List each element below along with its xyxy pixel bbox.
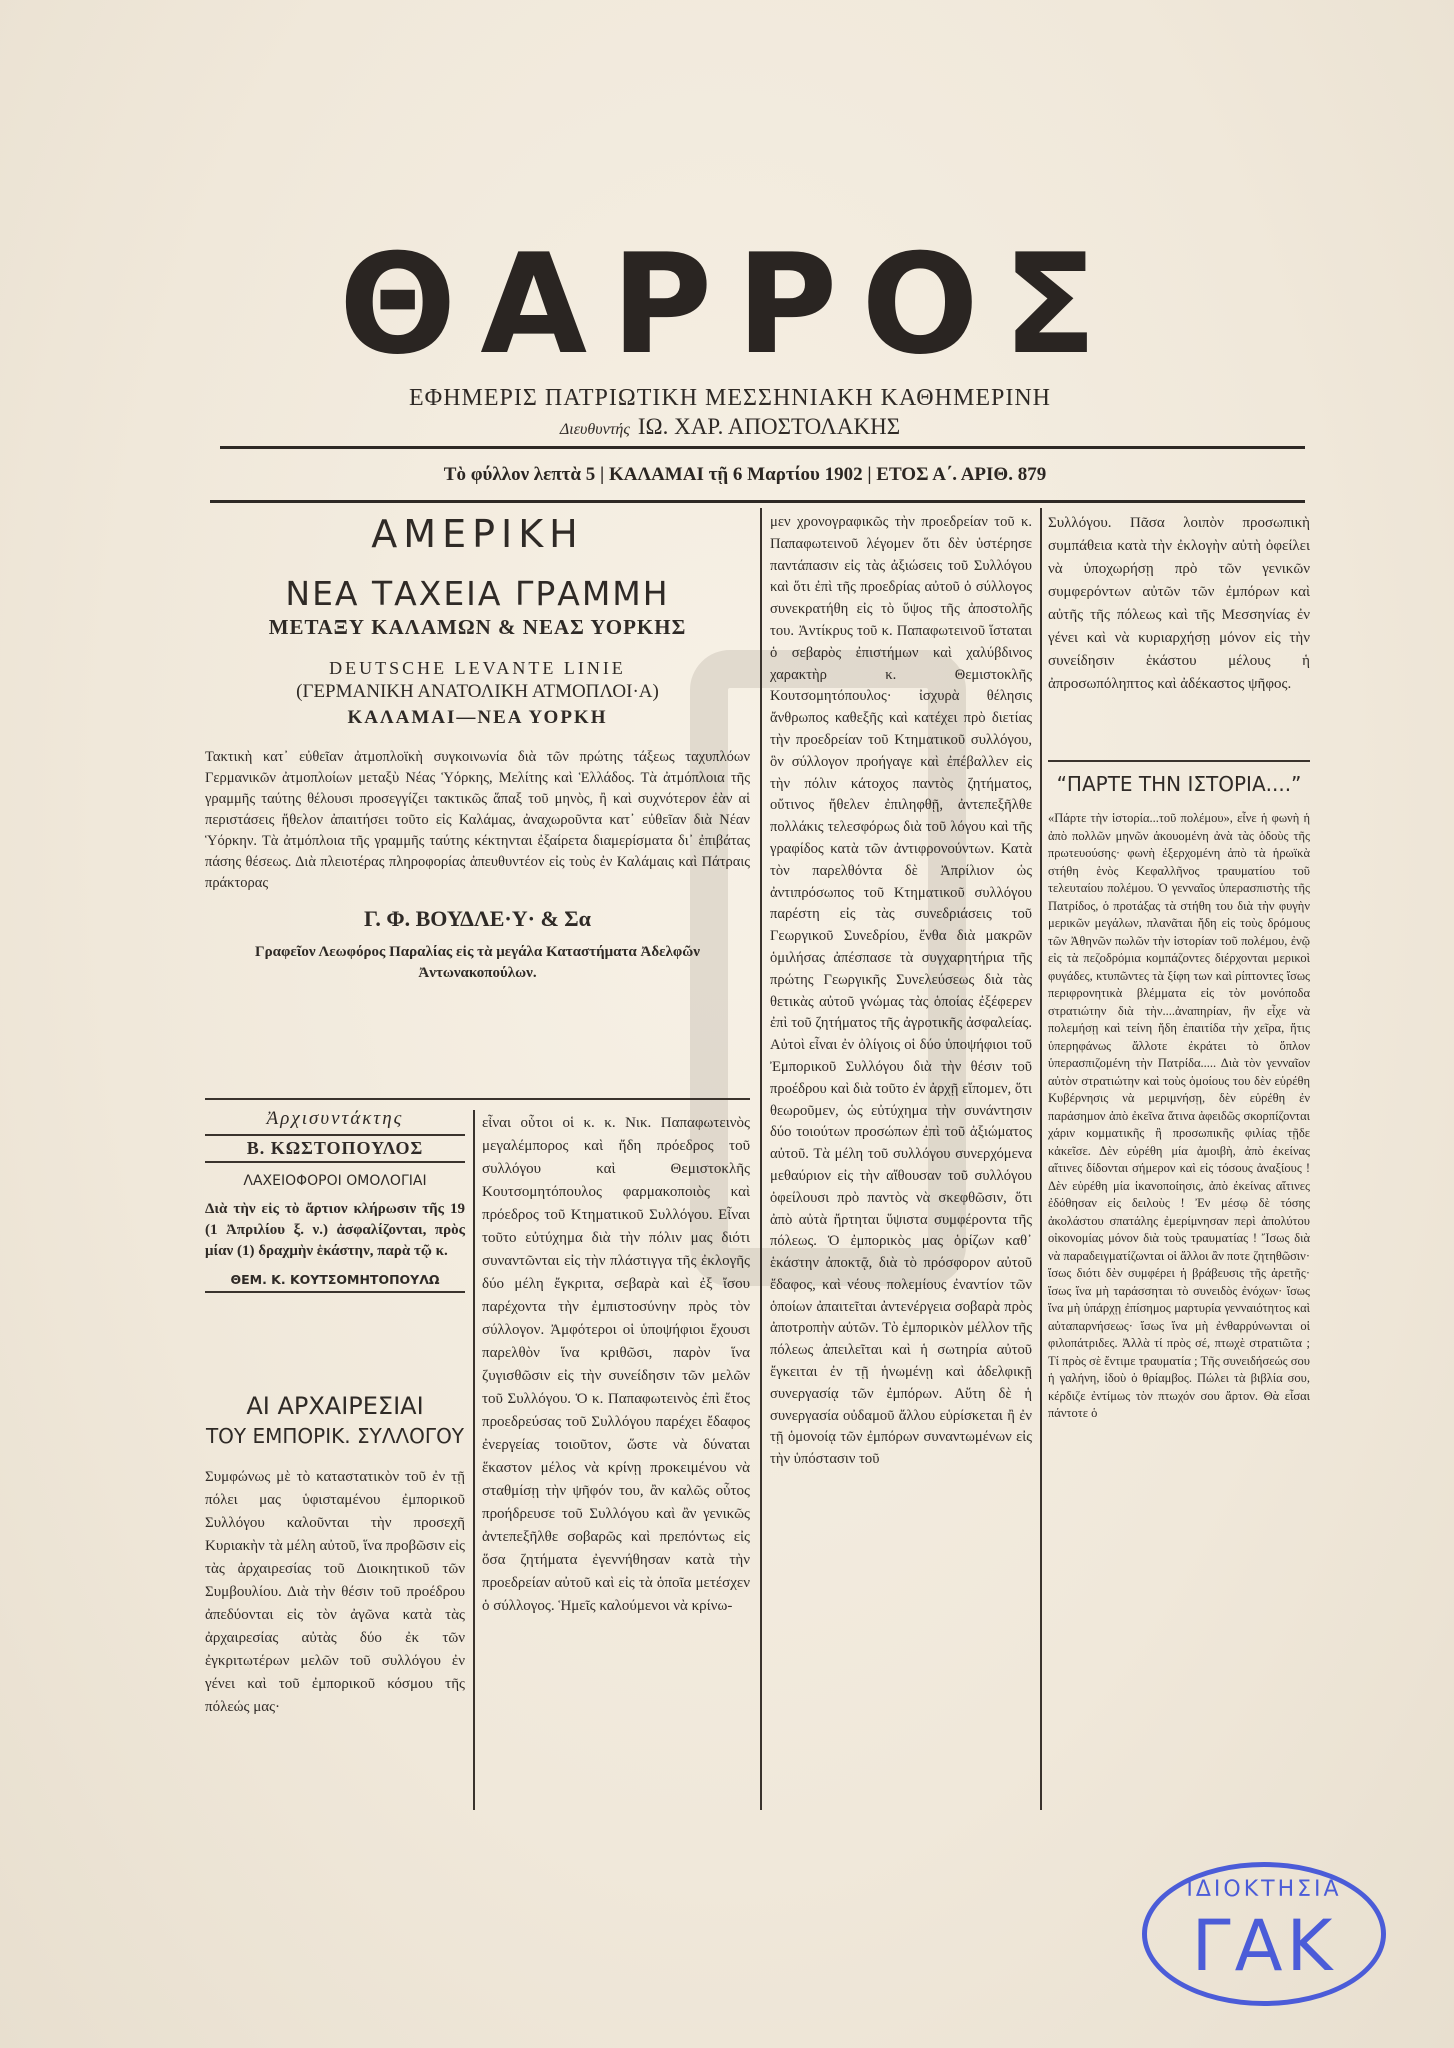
lottery-seller: ΘΕΜ. Κ. ΚΟΥΤΣΟΜΗΤΟΠΟΥΛΩ — [205, 1272, 465, 1293]
ad-line-title: ΝΕΑ ΤΑΧΕΙΑ ΓΡΑΜΜΗ — [285, 574, 670, 613]
history-text: «Πάρτε τὴν ἱστορία...τοῦ πολέμου», εἶνε ἡ φωνὴ ἡ ἀπὸ πολλῶν μηνῶν ἀκουομένη ἀνὰ τὰς ὁδοὺς τῆς πρωτευούσης· φωνὴ ἐξερχομένη ἀπὸ τὰ ἡρωϊκὰ στήθη ἑνὸς Κεφαλλῆνος τραυματίου τοῦ τελευταίου πολέμου. Ὁ γενναῖος ὑπερασπιστὴς τῆς Πατρίδος, ὁ προτάξας τὰ στήθη του διὰ τὴν φυγὴν μερικῶν μεγάλων, πλανᾶται ἤδη εἰς τοὺς δρόμους τῶν Ἀθηνῶν πωλῶν τὴν ἱστορίαν τοῦ πολέμου, ἐνῷ εἰς τὰ πεζοδρόμια κομπάζοντες διέρχονται μερικοὶ φυγάδες, κτυπῶντες τὰ ξίφη των καὶ ρίπτοντες ἴσως περιφρονητικὰ βλέμματα εἰς τὸν μονόποδα στρατιώτην διὰ τὴν....ἀναπηρίαν, ἣν εἶχε νὰ πολεμήσῃ καὶ τείνη ἤδη ἐπαιτίδα τὴν χεῖρα, ἥτις ὑπερηφάνως ἄλλοτε ἐκράτει τὸ ὅπλον ὑπερασπιζομένη τὴν Πατρίδα..... Διὰ τὸν γενναῖον αὐτὸν στρατιώτην καὶ τοὺς ὁμοίους του δὲν εὑρέθη Κυβέρνησις νὰ μεριμνήσῃ, δὲν εὑρέθη ἐν παράσημον ἀπὸ ἐκεῖνα ἅτινα ἀφειδῶς σκορπίζονται χάριν κομματικῆς ἢ προσωπικῆς φιλίας τῇδε κἀκεῖσε. Δὲν εὑρέθη μία ἀμοιβὴ, ἀπὸ ἐκείνας αἵτινες δίδονται σήμερον καὶ εἰς τόσους ἀναξίους ! Δὲν εὑρέθη μία ἱκανοποίησις, ἀπὸ ἐκείνας αἵτινες ἐδόθησαν εἰς δειλοὺς ! Ἐν μέσῳ δὲ τόσης ἀκολάστου σπατάλης ἐμερίμνησαν περὶ ἀπολύτου οἰκονομίας μόνον διὰ τοὺς τραυματίας ! Ἴσως διὰ νὰ παραδειγματίζωνται οἱ ἄλλοι ἂν ποτε ζητηθῶσιν· ἴσως διότι δὲν συμφέρει ἡ βράβευσις τῆς ἀρετῆς· ἴσως ἵνα μὴ ταράσσηται τὸ συνειδὸς ἐνόχων· ἴσως ἵνα μὴ ὑπάρχῃ ἐπίσημος μαρτυρία γενναιότητος καὶ αὐταπαρνήσεως· ἴσως ἵνα μὴ ἐνθαρρύνωνται οἱ φιλοπάτριδες. Ἀλλὰ τί πρὸς σέ, πτωχὲ στρατιῶτα ; Τί πρὸς σὲ ἔντιμε τραυματία ; Τῆς συνειδήσεώς σου ἡ γαλήνη, ἰδοὺ ὁ θρίαμβος. Πώλει τὰ βιβλία σου, κέρδιζε ἐντίμως τὸν πτωχόν σου ἄρτον. Θὰ εἶσαι πάντοτε ὁ — [1048, 811, 1310, 1420]
elections-col1-text: Συμφώνως μὲ τὸ καταστατικὸν τοῦ ἐν τῇ πόλει μας ὑφισταμένου ἐμπορικοῦ Συλλόγου καλοῦνται τὴν προσεχῆ Κυριακὴν τὰ μέλη αὐτοῦ, ἵνα προβῶσιν εἰς τὰς ἀρχαιρεσίας τοῦ Διοικητικοῦ τῶν Συμβουλίου. Διὰ τὴν θέσιν τοῦ προέδρου ἀπεδύονται εἰς τὸν ἀγῶνα κατὰ τὰς ἀρχαιρεσίας αὐτὰς δύο ἐκ τῶν ἐγκριτωτέρων μελῶν τοῦ συλλόγου ἐν γένει καὶ τοῦ ἐμπορικοῦ κόσμου τῆς πόλεώς μας· — [205, 1469, 465, 1715]
ad-agent: Γ. Φ. ΒΟΥΔΛΕ·Υ· & Σα — [364, 906, 591, 931]
article-elections-col3 — [770, 512, 1032, 1471]
history-divider — [1048, 760, 1310, 762]
stamp-arc-text: ΙΔΙΟΚΤΗΣΙΑ — [1186, 1877, 1342, 1902]
ad-america — [205, 508, 750, 984]
ownership-stamp — [1142, 1862, 1386, 2006]
lottery-heading: ΛΑΧΕΙΟΦΟΡΟΙ ΟΜΟΛΟΓΙΑΙ — [243, 1173, 427, 1189]
ad-company: DEUTSCHE LEVANTE LINIE — [329, 658, 626, 678]
elections-col4-text: Συλλόγου. Πᾶσα λοιπὸν προσωπικὴ συμπάθεια κατὰ τὴν ἐκλογὴν αὐτὴ ὀφείλει νὰ ὑποχωρήσῃ πρὸ τῶν γενικῶν συμφερόντων αὐτῶν τῶν ἐμπόρων καὶ αὐτῆς τῆς πόλεως καὶ τῆς Μεσσηνίας ἐν γένει καὶ νὰ κυριαρχήσῃ μόνον εἰς τὴν συνείδησιν ἑκάστου μέλους ἡ ἀπροσωπόληπτος καὶ ἀδέκαστος ψῆφος. — [1048, 515, 1310, 692]
masthead-title: ΘΑΡΡΟΣ — [339, 224, 1121, 385]
elections-col2-text: εἶναι οὗτοι οἱ κ. κ. Νικ. Παπαφωτεινὸς μεγαλέμπορος καὶ ἤδη πρόεδρος τοῦ συλλόγου καὶ Θεμιστοκλῆς Κουτσομητόπουλος φαρμακοποιὸς καὶ πρόεδρος τοῦ Κτηματικοῦ Συλλόγου. Εἶναι τοῦτο εὐτύχημα διὰ τὴν πόλιν μας διότι συναντῶνται εἰς τὴν πλάστιγγα τῆς ἐκλογῆς δύο μέλη ἔγκριτα, σεβαρὰ καὶ ἐξ ἴσου παρέχοντα τὴν ἐμπιστοσύνην πρὸς τὸν σύλλογον. Ἀμφότεροι οἱ ὑποψήφιοι ἔχουσι παρελθὸν ἵνα κριθῶσι, παρὸν ἵνα ζυγισθῶσιν εἰς τὴν συνείδησιν τῶν μελῶν τοῦ Συλλόγου. Ὁ κ. Παπαφωτεινὸς ἐπὶ ἔτος προεδρεύσας τοῦ Συλλόγου παρέχει ἔδαφος ἐνεργείας τοιοῦτον, ὥστε νὰ δύναται ἕκαστον μέλος νὰ κρίνῃ προκειμένου νὰ σταθμίσῃ τὴν ψῆφόν του, ἂν καλῶς οὗτος προήδρευσε τοῦ Συλλόγου καὶ ἂν γενικῶς ἀντεπεξῆλθε σοβαρῶς καὶ πρεπόντως εἰς ὅσα ζητήματα ἐγεννήθησαν κατὰ τὴν προεδρείαν αὐτοῦ καὶ εἰς τὰ ὁποῖα μετέσχεν ὁ σύλλογος. Ἡμεῖς καλούμενοι νὰ κρίνω- — [482, 1115, 750, 1614]
lottery-label: Ἀρχισυντάκτης — [266, 1108, 404, 1129]
article-elections-col2 — [482, 1112, 750, 1618]
col-divider-2 — [760, 508, 762, 1810]
dateline: Τὸ φύλλον λεπτὰ 5 | ΚΑΛΑΜΑΙ τῇ 6 Μαρτίου 1902 | ΕΤΟΣ Α΄. ΑΡΙΘ. 879 — [443, 464, 1047, 485]
article-elections-col1 — [205, 1388, 465, 1719]
director-name: ΙΩ. ΧΑΡ. ΑΠΟΣΤΟΛΑΚΗΣ — [637, 414, 901, 439]
article-elections-col4 — [1048, 512, 1310, 696]
col-divider-3 — [1040, 508, 1042, 1810]
lottery-ad — [205, 1108, 465, 1293]
ad-text: Τακτικὴ κατ᾿ εὐθεῖαν ἀτμοπλοϊκὴ συγκοινωνία διὰ τῶν πρώτης τάξεως ταχυπλόων Γερμανικῶν ἀτμοπλοίων μεταξὺ Νέας Ὑόρκης, Μελίτης καὶ Ἑλλάδος. Τὰ ἀτμόπλοια τῆς γραμμῆς ταύτης θέλουσι προσεγγίζει τακτικῶς ἅπαξ τοῦ μηνὸς, ἢ καὶ συχνότερον ἐὰν αἱ περιστάσεις ἤθελον ἀπαιτήσει τοῦτο εἰς Καλάμας, ἀναχωροῦντα κατ᾿ εὐθεῖαν διὰ Νέαν Ὑόρκην. Τὰ ἀτμόπλοια τῆς γραμμῆς ταύτης κέκτηνται ἐξαίρετα διαμερίσματα δι᾿ ἐπιβάτας πάσης θέσεως. Διὰ πλειοτέρας πληροφορίας ἀπευθυντέον εἰς τοὺς ἐν Καλάμαις καὶ Πάτραις πράκτορας — [205, 749, 750, 891]
elections-title-2: ΤΟΥ ΕΜΠΟΡΙΚ. ΣΥΛΛΟΓΟΥ — [205, 1424, 465, 1448]
masthead-subtitle: ΕΦΗΜΕΡΙΣ ΠΑΤΡΙΩΤΙΚΗ ΜΕΣΣΗΝΙΑΚΗ ΚΑΘΗΜΕΡΙΝΗ — [409, 385, 1051, 411]
lottery-text: Διὰ τὴν εἰς τὸ ἄρτιον κλήρωσιν τῆς 19 (1 Ἀπριλίου ξ. ν.) ἀσφαλίζονται, πρὸς μίαν (1) δραχμὴν ἑκάστην, παρὰ τῷ κ. — [205, 1201, 465, 1259]
article-history — [1048, 772, 1310, 1423]
lottery-name: Β. ΚΩΣΤΟΠΟΥΛΟΣ — [205, 1134, 465, 1163]
ad-route-2: ΚΑΛΑΜΑΙ—ΝΕΑ ΥΟΡΚΗ — [347, 707, 608, 728]
director-label: Διευθυντής — [559, 421, 630, 438]
elections-col3-text: μεν χρονογραφικῶς τὴν προεδρείαν τοῦ κ. Παπαφωτεινοῦ λέγομεν ὅτι δὲν ὑστέρησε παντάπασιν εἰς τὰς ἀξιώσεις τοῦ Συλλόγου καὶ ὅτι ἐπὶ τῆς προεδρίας αὐτοῦ ὁ σύλλογος συνεκρατήθη εἰς τὸ ὕψος τῆς ἀποστολῆς του. Ἀντίκρυς τοῦ κ. Παπαφωτεινοῦ ἵσταται ὁ σεβαρὸς ἐπιστήμων καὶ χαλύβδινος χαρακτὴρ κ. Θεμιστοκλῆς Κουτσομητόπουλος· ἰσχυρὰ θέλησις ἄνθρωπος καθεξῆς καὶ κατέχει πρὸ διετίας τὴν προεδρείαν τοῦ Κτηματικοῦ συλλόγου, ὃν σύλλογον προήγαγε καὶ ἐπέβαλλεν εἰς τὴν πόλιν κάτοχος παντὸς ζητήματος, οὔτινος ἤθελεν ἐπιληφθῇ, ἀντεπεξῆλθε πολλάκις τελεσφόρως διὰ τοῦ λόγου καὶ τῆς γραφίδος κατὰ τῶν ἀντιφρονούντων. Κατὰ τὸν παρελθόντα δὲ Ἀπρίλιον ὡς ἀντιπρόσωπος τοῦ Κτηματικοῦ συλλόγου παρέστη εἰς τὰς συνεδριάσεις τοῦ Γεωργικοῦ Συνεδρίου, ἔνθα διὰ μακρῶν ὁμιλήσας ἀπέσπασε τὰ συγχαρητήρια τῆς πρώτης Γεωργικῆς Συνελεύσεως διὰ τὰς θετικὰς αὐτοῦ γνώμας τὰς ὁποίας ἐξέφερεν ἐπὶ τοῦ ζητήματος τῆς ἀγροτικῆς ἀσφαλείας. Αὐτοὶ εἶναι ἐν ὀλίγοις οἱ δύο ὑποψήφιοι τοῦ Ἐμπορικοῦ Συλλόγου διὰ τὴν θέσιν τοῦ προέδρου καὶ διὰ τοῦτο ἐν ἀρχῇ εἴπομεν, ὅτι θεωροῦμεν, ὡς εὐτύχημα τὴν συνάντησιν δύο τοιούτων προσώπων ἐπὶ τοῦ ἀξιώματος αὐτοῦ. Τὰ μέλη τοῦ συλλόγου συνερχόμενα μεθαύριον εἰς τὴν αἴθουσαν τοῦ συλλόγου ὀφείλουσι πρὸ παντὸς νὰ σκεφθῶσιν, ὅτι ἀπὸ αὐτὰ ἤρτηται ὕψιστα συμφέροντα τῆς πόλεως. Ὁ ἐμπορικὸς μας ὁρίζων καθ᾿ ἑκάστην ἀποκτᾷ, διὰ τὸ πρόσφορον αὐτοῦ ἔδαφος, καὶ νέους πολεμίους ἐναντίον τῶν ὁποίων ἀπαιτεῖται ἀντενέργεια σοβαρὰ πρὸς ἀποτροπὴν αὐτῶν. Τὸ ἐμπορικὸν μέλλον τῆς πόλεως ἀπειλεῖται καὶ ἡ σωτηρία αὐτοῦ ἔγκειται ἐν τῇ ἡνωμένῃ καὶ ἀδελφικῇ συνεργασίᾳ τῶν ἐμπόρων. Αὕτη δὲ ἡ συνεργασία οὐδαμοῦ ἄλλου εὑρίσκεται ἢ ἐν τῇ ὁμονοίᾳ τῶν ἐμπόρων συναντωμένων εἰς τὴν ὑπόστασιν τοῦ — [770, 514, 1032, 1468]
ad-divider — [205, 1098, 750, 1100]
ad-route: ΜΕΤΑΞΥ ΚΑΛΑΜΩΝ & ΝΕΑΣ ΥΟΡΚΗΣ — [268, 615, 687, 639]
ad-office: Γραφεῖον Λεωφόρος Παραλίας εἰς τὰ μεγάλα Καταστήματα Ἀδελφῶν Ἀντωνακοπούλων. — [255, 944, 700, 981]
rule-bottom — [210, 500, 1305, 503]
stamp-letters: ΓΑΚ — [1191, 1905, 1337, 1987]
rule-top — [220, 446, 1305, 449]
masthead-director — [300, 414, 1160, 440]
ad-company-greek: (ΓΕΡΜΑΝΙΚΗ ΑΝΑΤΟΛΙΚΗ ΑΤΜΟΠΛΟΙ·Α) — [296, 681, 659, 702]
history-title: “ΠΑΡΤΕ ΤΗΝ ΙΣΤΟΡΙΑ....” — [1056, 772, 1302, 796]
elections-title-1: ΑΙ ΑΡΧΑΙΡΕΣΙΑΙ — [246, 1392, 424, 1420]
ad-heading: ΑΜΕΡΙΚΗ — [371, 512, 584, 556]
col-divider-1 — [473, 1110, 475, 1810]
